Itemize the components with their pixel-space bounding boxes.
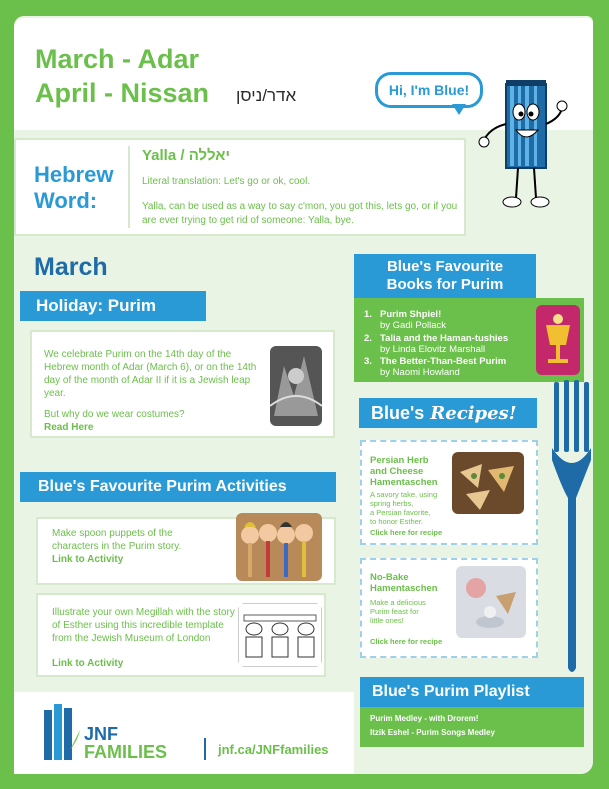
recipe-1-title-line: Hamentaschen (370, 477, 438, 488)
recipes-bar (359, 398, 537, 428)
recipes-bar-word1: Blue's (371, 402, 425, 423)
recipe-2-link[interactable]: Click here for recipe (370, 637, 443, 646)
recipe-2-image (456, 566, 526, 638)
books-bar (354, 254, 536, 298)
hebrew-word-description: Yalla, can be used as a way to say c'mon, you got this, lets go, or if you are ever trying to get rid of someone: Yalla, bye. (142, 201, 458, 226)
hebrew-word-label-line2: Word: (34, 188, 98, 213)
book-cover-image (536, 305, 580, 375)
book-3-title[interactable]: The Better-Than-Best Purim (380, 356, 507, 367)
footer-logo-families: FAMILIES (84, 742, 168, 762)
title-month-1: March - Adar (35, 44, 200, 74)
recipes-bar-word2: Recipes! (430, 402, 517, 424)
recipe-1-image (452, 452, 524, 514)
book-1-title[interactable]: Purim Shpiel! (380, 309, 442, 320)
recipe-1-title (370, 455, 438, 488)
megillah-template-image (238, 603, 322, 667)
mascot-blue-box-icon (478, 78, 568, 218)
footer-divider (204, 738, 206, 760)
literal-translation: Literal translation: Let's go or ok, cool. (142, 176, 311, 187)
hebrew-word: Yalla / יאללה (142, 147, 231, 164)
jnf-logo-icon (44, 704, 80, 760)
holiday-question: But why do we wear costumes? (44, 409, 185, 420)
hebrew-word-label (34, 162, 113, 214)
recipe-2-desc-line: little ones! (370, 616, 404, 625)
month-heading: March (34, 253, 108, 281)
hebrew-word-divider (128, 146, 130, 228)
activity-1-link[interactable]: Link to Activity (52, 554, 124, 565)
recipe-1-desc-line: spring herbs, (370, 499, 414, 508)
activity-1-text: Make spoon puppets of the characters in the Purim story. (52, 528, 182, 552)
recipe-2-desc-line: Purim feast for (370, 607, 419, 616)
recipe-1-title-line: and Cheese (370, 466, 424, 477)
recipe-2-desc-line: Make a delicious (370, 598, 426, 607)
book-1-number: 1. (364, 309, 372, 320)
playlist-panel (360, 707, 584, 747)
fork-icon (540, 378, 604, 678)
recipe-2-title-line: No-Bake (370, 572, 409, 583)
hebrew-months: אדר/ניסן (236, 86, 297, 105)
activity-2-link[interactable]: Link to Activity (52, 658, 124, 669)
book-2-title[interactable]: Talia and the Haman-tushies (380, 333, 509, 344)
playlist-bar: Blue's Purim Playlist (360, 677, 584, 707)
recipe-1-description (370, 490, 437, 526)
footer-logo-jnf: JNF (84, 724, 119, 744)
activity-2-text: Illustrate your own Megillah with the story of Esther using this incredible template from the Jewish Museum of London (52, 607, 235, 644)
footer-url[interactable]: jnf.ca/JNFfamilies (218, 742, 329, 757)
holiday-text: We celebrate Purim on the 14th day of the Hebrew month of Adar (March 6), or on the 14th day of the month of Adar II if it is a Jewish leap year. (44, 349, 257, 399)
recipe-2-description (370, 598, 426, 625)
book-3-author: by Naomi Howland (380, 367, 460, 378)
purim-illustration-image (270, 346, 322, 426)
holiday-read-link[interactable]: Read Here (44, 422, 94, 433)
playlist-item-1[interactable]: Purim Medley - with Drorem! (370, 714, 479, 723)
title-month-2: April - Nissan (35, 78, 210, 108)
recipe-1-desc-line: a Persian favorite, (370, 508, 431, 517)
recipe-2-title-line: Hamentaschen (370, 583, 438, 594)
activities-bar: Blue's Favourite Purim Activities (20, 472, 336, 502)
recipe-1-desc-line: A savory take, using (370, 490, 438, 499)
books-bar-line2: Books for Purim (386, 276, 504, 293)
books-bar-line1: Blue's Favourite (386, 258, 504, 275)
recipe-1-title-line: Persian Herb (370, 455, 429, 466)
playlist-item-2[interactable]: Itzik Eshel - Purim Songs Medley (370, 728, 495, 737)
book-2-author: by Linda Elovitz Marshall (380, 344, 486, 355)
speech-bubble: Hi, I'm Blue! (375, 72, 483, 108)
holiday-bar: Holiday: Purim (20, 291, 206, 321)
recipe-2-title (370, 572, 438, 594)
recipe-1-desc-line: to honor Esther. (370, 517, 423, 526)
book-1-author: by Gadi Pollack (380, 320, 447, 331)
hebrew-word-label-line1: Hebrew (34, 162, 114, 187)
recipe-1-link[interactable]: Click here for recipe (370, 528, 443, 537)
book-3-number: 3. (364, 356, 372, 367)
spoon-puppets-image (236, 513, 322, 581)
speech-bubble-tail (452, 104, 466, 115)
book-2-number: 2. (364, 333, 372, 344)
